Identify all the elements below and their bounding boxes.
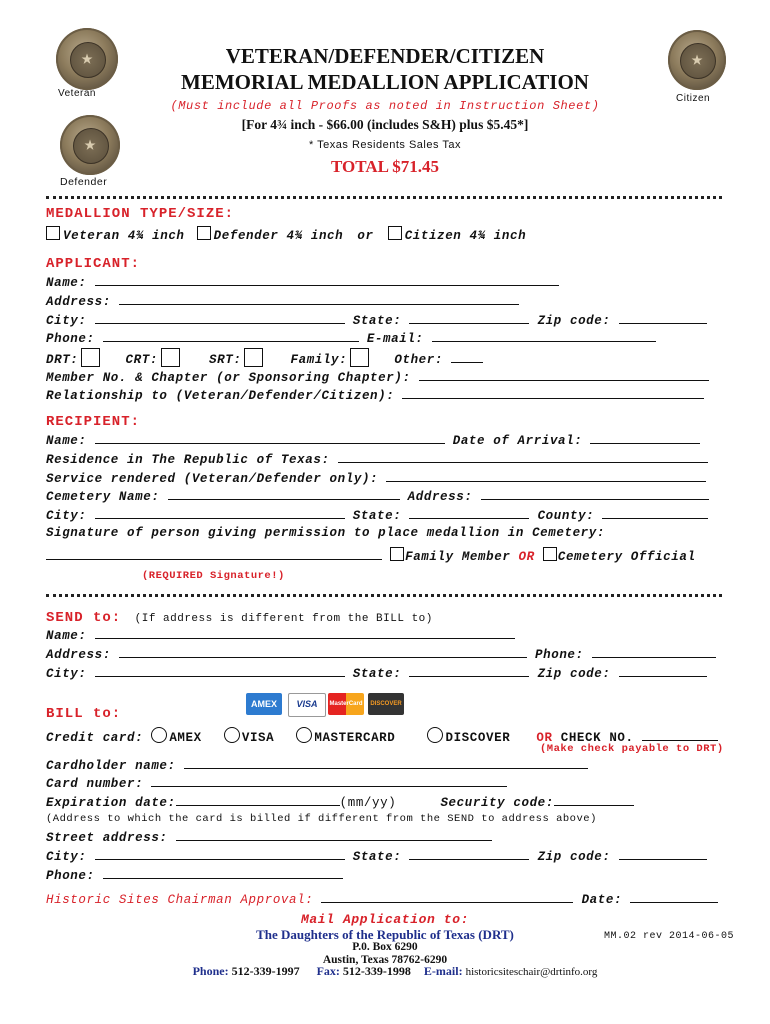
applicant-membership-row xyxy=(46,348,483,367)
phone-value: 512-339-1997 xyxy=(231,964,300,978)
security-label: Security code: xyxy=(440,796,554,810)
applicant-name-label: Name: xyxy=(46,276,87,290)
applicant-city-label: City: xyxy=(46,314,87,328)
arrival-label: Date of Arrival: xyxy=(452,434,583,448)
bill-city-field[interactable] xyxy=(95,848,345,860)
member-field[interactable] xyxy=(419,369,709,381)
security-field[interactable] xyxy=(554,794,634,806)
bill-city-row xyxy=(46,848,707,864)
revision: MM.02 rev 2014-06-05 xyxy=(604,931,735,942)
veteran-checkbox[interactable] xyxy=(46,226,60,240)
cemetery-label: Cemetery Name: xyxy=(46,490,160,504)
member-label: Member No. & Chapter (or Sponsoring Chapter): xyxy=(46,371,411,385)
recipient-heading: RECIPIENT: xyxy=(46,414,141,430)
citizen-label: Citizen xyxy=(676,93,711,104)
medallion-options xyxy=(46,226,526,243)
street-row xyxy=(46,829,492,845)
cardholder-label: Cardholder name: xyxy=(46,759,176,773)
credit-card-label: Credit card: xyxy=(46,731,144,745)
mail-to: Mail Application to: xyxy=(300,912,470,927)
send-name-label: Name: xyxy=(46,629,87,643)
applicant-city-row xyxy=(46,312,707,328)
family-checkbox[interactable] xyxy=(350,348,369,367)
card-number-field[interactable] xyxy=(151,775,507,787)
send-address-row xyxy=(46,646,716,662)
arrival-field[interactable] xyxy=(590,432,700,444)
signature-line-row xyxy=(46,547,696,564)
recipient-city-row xyxy=(46,507,708,523)
cemetery-official-label: Cemetery Official xyxy=(557,550,696,564)
send-name-field[interactable] xyxy=(95,627,515,639)
cardholder-field[interactable] xyxy=(184,757,588,769)
send-address-label: Address: xyxy=(46,648,111,662)
send-phone-field[interactable] xyxy=(592,646,716,658)
applicant-address-label: Address: xyxy=(46,295,111,309)
bill-phone-label: Phone: xyxy=(46,869,95,883)
approval-date-field[interactable] xyxy=(630,891,718,903)
approval-field[interactable] xyxy=(321,891,573,903)
or-text: or xyxy=(357,229,374,243)
applicant-city-field[interactable] xyxy=(95,312,345,324)
check-number-field[interactable] xyxy=(642,729,718,741)
bill-zip-field[interactable] xyxy=(619,848,707,860)
check-label: CHECK NO. xyxy=(560,731,634,745)
other-label: Other: xyxy=(394,353,443,367)
applicant-heading: APPLICANT: xyxy=(46,256,141,272)
total: TOTAL $71.45 xyxy=(330,157,439,176)
send-heading xyxy=(46,610,433,626)
drt-label: DRT: xyxy=(46,353,79,367)
applicant-state-field[interactable] xyxy=(409,312,529,324)
mastercard-radio[interactable] xyxy=(296,727,312,743)
separator xyxy=(46,196,722,199)
tax-note: * Texas Residents Sales Tax xyxy=(309,139,461,151)
service-field[interactable] xyxy=(386,470,706,482)
bill-phone-field[interactable] xyxy=(103,867,343,879)
defender-checkbox[interactable] xyxy=(197,226,211,240)
discover-label: DISCOVER xyxy=(445,731,511,745)
send-note: (If address is different from the BILL to) xyxy=(134,613,433,625)
separator xyxy=(46,594,722,597)
proofs-note: (Must include all Proofs as noted in Instruction Sheet) xyxy=(170,99,600,113)
relationship-row xyxy=(46,387,704,403)
recipient-name-label: Name: xyxy=(46,434,87,448)
srt-label: SRT: xyxy=(209,353,242,367)
bill-city-label: City: xyxy=(46,850,87,864)
relationship-field[interactable] xyxy=(402,387,704,399)
medallion-heading: MEDALLION TYPE/SIZE: xyxy=(46,206,235,222)
send-state-field[interactable] xyxy=(409,665,529,677)
recipient-name-field[interactable] xyxy=(95,432,445,444)
expiration-label: Expiration date: xyxy=(46,796,176,810)
approval-row xyxy=(46,891,718,907)
srt-checkbox[interactable] xyxy=(244,348,263,367)
bill-phone-row xyxy=(46,867,343,883)
family-member-checkbox[interactable] xyxy=(390,547,404,561)
street-field[interactable] xyxy=(176,829,492,841)
crt-checkbox[interactable] xyxy=(161,348,180,367)
email-value[interactable]: historicsiteschair@drtinfo.org xyxy=(465,966,598,978)
send-zip-label: Zip code: xyxy=(537,667,611,681)
card-number-row xyxy=(46,775,507,791)
send-name-row xyxy=(46,627,515,643)
applicant-phone-row xyxy=(46,330,656,346)
county-field[interactable] xyxy=(602,507,708,519)
defender-option-label: Defender 4¾ inch xyxy=(213,229,344,243)
amex-logo-icon: AMEX xyxy=(246,693,282,715)
recipient-city-label: City: xyxy=(46,509,87,523)
mmyy-label: (mm/yy) xyxy=(339,796,397,810)
cemetery-address-label: Address: xyxy=(407,490,473,504)
defender-seal-icon: ★ xyxy=(60,115,120,175)
applicant-phone-label: Phone: xyxy=(46,332,95,346)
po-box: P.0. Box 6290 xyxy=(352,941,418,953)
defender-label: Defender xyxy=(60,176,108,188)
veteran-seal-icon: ★ xyxy=(56,28,118,90)
applicant-address-field[interactable] xyxy=(119,293,519,305)
expiration-field[interactable] xyxy=(176,794,340,806)
cemetery-address-field[interactable] xyxy=(481,488,709,500)
crt-label: CRT: xyxy=(125,353,158,367)
visa-logo-icon: VISA xyxy=(288,693,326,717)
cardholder-row xyxy=(46,757,588,773)
send-city-row xyxy=(46,665,707,681)
recipient-name-row xyxy=(46,432,700,448)
fax-label: Fax: xyxy=(316,964,340,978)
signature-field[interactable] xyxy=(46,548,382,560)
veteran-label: Veteran xyxy=(58,88,96,99)
card-number-label: Card number: xyxy=(46,777,144,791)
member-row xyxy=(46,369,709,385)
cemetery-row xyxy=(46,488,709,504)
citizen-option-label: Citizen 4¾ inch xyxy=(404,229,527,243)
mastercard-label: MASTERCARD xyxy=(314,731,396,745)
service-row xyxy=(46,470,706,486)
relationship-label: Relationship to (Veteran/Defender/Citizen): xyxy=(46,389,395,403)
required-signature-note: (REQUIRED Signature!) xyxy=(142,570,285,582)
title-line1: VETERAN/DEFENDER/CITIZEN xyxy=(225,44,545,68)
recipient-state-label: State: xyxy=(352,509,402,523)
send-heading-text: SEND to: xyxy=(46,610,122,626)
or-text: OR xyxy=(536,731,553,745)
veteran-option-label: Veteran 4¾ inch xyxy=(63,229,185,243)
discover-radio[interactable] xyxy=(427,727,443,743)
residence-label: Residence in The Republic of Texas: xyxy=(46,453,330,467)
visa-radio[interactable] xyxy=(224,727,240,743)
signature-label: Signature of person giving permission to place medallion in Cemetery: xyxy=(46,526,605,540)
county-label: County: xyxy=(537,509,595,523)
price-line: [For 4¾ inch - $66.00 (includes S&H) plus $5.45*] xyxy=(241,117,529,132)
send-city-field[interactable] xyxy=(95,665,345,677)
family-member-label: Family Member xyxy=(405,550,511,564)
fax-value: 512-339-1998 xyxy=(342,964,411,978)
or-text: OR xyxy=(518,550,535,564)
send-address-field[interactable] xyxy=(119,646,527,658)
bill-state-label: State: xyxy=(352,850,402,864)
bill-state-field[interactable] xyxy=(409,848,529,860)
bill-heading: BILL to: xyxy=(46,706,122,722)
city-address: Austin, Texas 78762-6290 xyxy=(322,954,448,966)
org-name: The Daughters of the Republic of Texas (DRT) xyxy=(256,927,514,942)
applicant-zip-field[interactable] xyxy=(619,312,707,324)
approval-label: Historic Sites Chairman Approval: xyxy=(46,893,314,907)
applicant-email-label: E-mail: xyxy=(366,332,424,346)
email-label: E-mail: xyxy=(423,964,463,978)
contact-line xyxy=(0,964,770,979)
approval-date-label: Date: xyxy=(581,893,623,907)
phone-label: Phone: xyxy=(192,964,229,978)
cemetery-field[interactable] xyxy=(168,488,400,500)
address-note: (Address to which the card is billed if different from the SEND to address above) xyxy=(46,813,597,825)
title-line2: MEMORIAL MEDALLION APPLICATION xyxy=(181,70,589,94)
send-zip-field[interactable] xyxy=(619,665,707,677)
send-city-label: City: xyxy=(46,667,87,681)
applicant-phone-field[interactable] xyxy=(103,330,359,342)
citizen-seal-icon: ★ xyxy=(668,30,726,90)
applicant-state-label: State: xyxy=(352,314,402,328)
applicant-name-row xyxy=(46,274,559,290)
service-label: Service rendered (Veteran/Defender only): xyxy=(46,472,379,486)
discover-logo-icon: DISCOVER xyxy=(368,693,404,715)
recipient-city-field[interactable] xyxy=(95,507,345,519)
street-label: Street address: xyxy=(46,831,168,845)
citizen-checkbox[interactable] xyxy=(388,226,402,240)
applicant-address-row xyxy=(46,293,519,309)
other-field[interactable] xyxy=(451,351,483,363)
expiration-row xyxy=(46,794,634,810)
applicant-zip-label: Zip code: xyxy=(537,314,611,328)
check-note: (Make check payable to DRT) xyxy=(540,743,724,755)
send-phone-label: Phone: xyxy=(535,648,584,662)
visa-label: VISA xyxy=(241,731,275,745)
residence-row xyxy=(46,451,708,467)
send-state-label: State: xyxy=(352,667,402,681)
recipient-state-field[interactable] xyxy=(409,507,529,519)
residence-field[interactable] xyxy=(338,451,708,463)
amex-label: AMEX xyxy=(169,731,202,745)
applicant-name-field[interactable] xyxy=(95,274,559,286)
drt-checkbox[interactable] xyxy=(81,348,100,367)
signature-row xyxy=(46,526,605,540)
family-label: Family: xyxy=(290,353,348,367)
applicant-email-field[interactable] xyxy=(432,330,656,342)
cemetery-official-checkbox[interactable] xyxy=(543,547,557,561)
mastercard-logo-icon: MasterCard xyxy=(328,693,364,715)
amex-radio[interactable] xyxy=(151,727,167,743)
bill-zip-label: Zip code: xyxy=(537,850,611,864)
